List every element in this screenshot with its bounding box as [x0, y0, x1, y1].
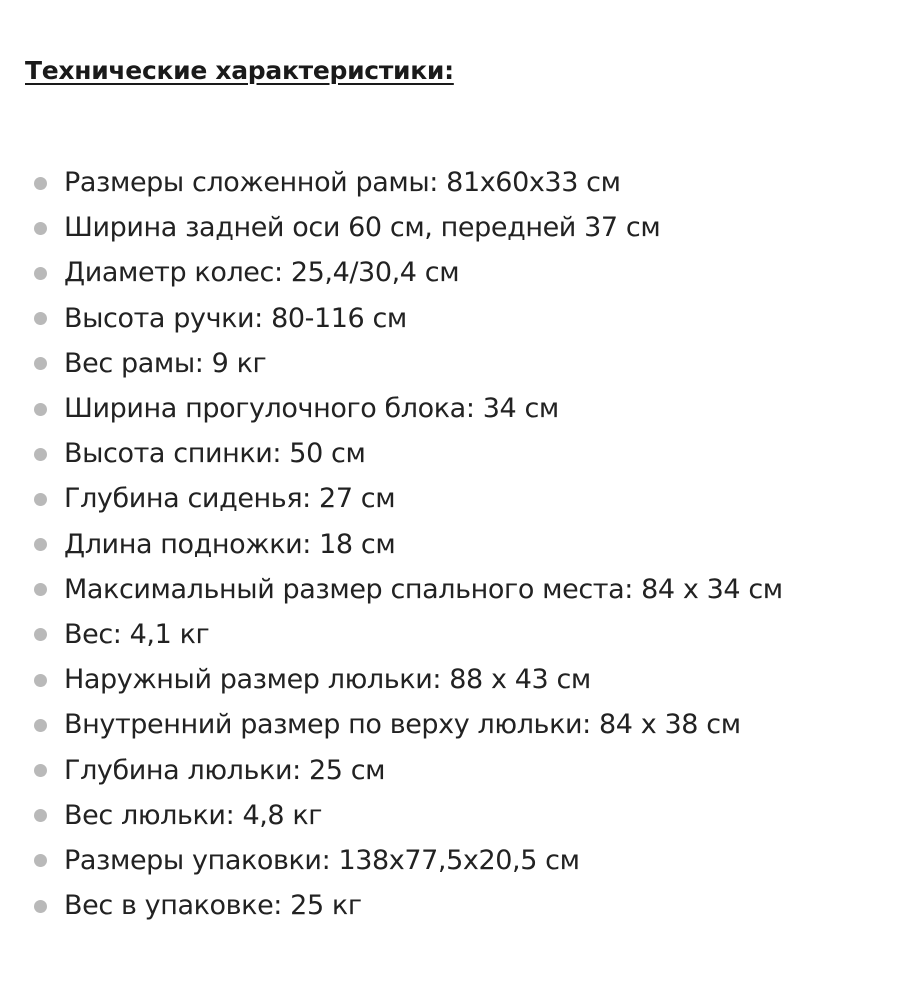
- spec-text: Внутренний размер по верху люльки: 84 x 38 см: [64, 709, 741, 741]
- spec-text: Вес люльки: 4,8 кг: [64, 799, 323, 831]
- spec-text: Размеры сложенной рамы: 81x60x33 см: [64, 167, 621, 199]
- bullet-icon: [34, 177, 47, 190]
- bullet-icon: [34, 854, 47, 867]
- spec-text: Ширина задней оси 60 см, передней 37 см: [64, 212, 661, 244]
- bullet-icon: [34, 764, 47, 777]
- bullet-icon: [34, 267, 47, 280]
- spec-text: Наружный размер люльки: 88 x 43 см: [64, 664, 591, 696]
- spec-text: Размеры упаковки: 138x77,5x20,5 см: [64, 844, 580, 876]
- spec-text: Ширина прогулочного блока: 34 см: [64, 393, 559, 425]
- spec-text: Глубина люльки: 25 см: [64, 754, 386, 786]
- bullet-icon: [34, 222, 47, 235]
- bullet-icon: [34, 719, 47, 732]
- page-title: Технические характеристики:: [25, 56, 454, 85]
- bullet-icon: [34, 538, 47, 551]
- bullet-icon: [34, 809, 47, 822]
- spec-text: Высота ручки: 80-116 см: [64, 302, 407, 334]
- bullet-icon: [34, 628, 47, 641]
- spec-text: Максимальный размер спального места: 84 x 34 см: [64, 573, 783, 605]
- bullet-icon: [34, 900, 47, 913]
- spec-text: Длина подножки: 18 см: [64, 528, 396, 560]
- bullet-icon: [34, 403, 47, 416]
- bullet-icon: [34, 312, 47, 325]
- spec-text: Диаметр колес: 25,4/30,4 см: [64, 257, 460, 289]
- bullet-icon: [34, 357, 47, 370]
- bullet-icon: [34, 674, 47, 687]
- spec-text: Высота спинки: 50 см: [64, 438, 366, 470]
- bullet-icon: [34, 493, 47, 506]
- spec-text: Глубина сиденья: 27 см: [64, 483, 396, 515]
- spec-text: Вес рамы: 9 кг: [64, 347, 267, 379]
- bullet-icon: [34, 448, 47, 461]
- spec-text: Вес в упаковке: 25 кг: [64, 890, 362, 922]
- spec-text: Вес: 4,1 кг: [64, 618, 210, 650]
- bullet-icon: [34, 583, 47, 596]
